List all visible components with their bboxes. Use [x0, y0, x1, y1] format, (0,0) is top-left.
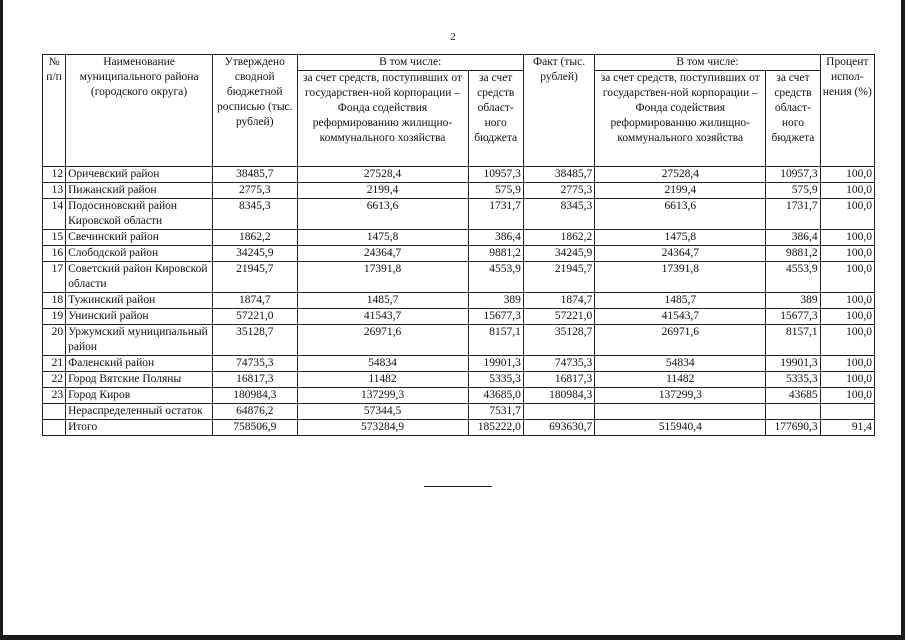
table-row — [43, 230, 875, 246]
cell-fund-approved: 1485,7 — [297, 293, 468, 309]
cell-fund-approved: 27528,4 — [297, 167, 468, 183]
table-row-total — [43, 420, 875, 436]
cell-regional-approved: 9881,2 — [468, 246, 523, 262]
cell-num: 21 — [43, 356, 66, 372]
cell-fund-fact: 41543,7 — [595, 309, 766, 325]
table-row — [43, 167, 875, 183]
cell-num — [43, 420, 66, 436]
header-regional-approved: за счет средств област-ного бюджета — [468, 71, 523, 167]
header-fund-approved: за счет средств, поступивших от государствен-ной корпорации – Фонда содействия реформированию жилищно-коммунального хозяйства — [297, 71, 468, 167]
cell-fund-fact: 1475,8 — [595, 230, 766, 246]
cell-fund-fact: 26971,6 — [595, 325, 766, 356]
cell-fund-fact: 54834 — [595, 356, 766, 372]
cell-fact: 180984,3 — [523, 388, 594, 404]
cell-fund-fact: 137299,3 — [595, 388, 766, 404]
cell-fact: 1862,2 — [523, 230, 594, 246]
cell-percent: 100,0 — [820, 325, 874, 356]
cell-name: Нераспределенный остаток — [66, 404, 213, 420]
cell-percent: 100,0 — [820, 309, 874, 325]
cell-name: Советский район Кировской области — [66, 262, 213, 293]
cell-fund-fact: 1485,7 — [595, 293, 766, 309]
cell-percent: 100,0 — [820, 246, 874, 262]
cell-approved: 64876,2 — [213, 404, 298, 420]
cell-regional-approved: 8157,1 — [468, 325, 523, 356]
cell-fund-fact: 2199,4 — [595, 183, 766, 199]
cell-fund-approved: 6613,6 — [297, 199, 468, 230]
cell-fact: 16817,3 — [523, 372, 594, 388]
cell-regional-fact: 1731,7 — [766, 199, 820, 230]
header-fact: Факт (тыс. рублей) — [523, 55, 594, 167]
cell-approved: 2775,3 — [213, 183, 298, 199]
table-row-unallocated — [43, 404, 875, 420]
cell-percent: 100,0 — [820, 167, 874, 183]
cell-fund-fact: 515940,4 — [595, 420, 766, 436]
cell-regional-fact: 5335,3 — [766, 372, 820, 388]
cell-num: 17 — [43, 262, 66, 293]
cell-regional-fact: 15677,3 — [766, 309, 820, 325]
cell-regional-approved: 10957,3 — [468, 167, 523, 183]
cell-regional-fact: 43685 — [766, 388, 820, 404]
cell-name: Унинский район — [66, 309, 213, 325]
cell-fund-fact — [595, 404, 766, 420]
cell-percent: 100,0 — [820, 388, 874, 404]
cell-name: Город Киров — [66, 388, 213, 404]
table-row — [43, 183, 875, 199]
cell-regional-fact — [766, 404, 820, 420]
scan-edge-right — [901, 0, 905, 640]
cell-fund-approved: 54834 — [297, 356, 468, 372]
scan-edge-bottom — [0, 635, 905, 640]
cell-approved: 8345,3 — [213, 199, 298, 230]
cell-fund-fact: 6613,6 — [595, 199, 766, 230]
cell-regional-approved: 43685,0 — [468, 388, 523, 404]
cell-fund-approved: 11482 — [297, 372, 468, 388]
cell-approved: 35128,7 — [213, 325, 298, 356]
header-fund-fact: за счет средств, поступивших от государствен-ной корпорации – Фонда содействия реформированию жилищно-коммунального хозяйства — [595, 71, 766, 167]
header-regional-fact: за счет средств област-ного бюджета — [766, 71, 820, 167]
cell-regional-fact: 10957,3 — [766, 167, 820, 183]
cell-fact: 34245,9 — [523, 246, 594, 262]
cell-name: Город Вятские Поляны — [66, 372, 213, 388]
cell-percent: 100,0 — [820, 230, 874, 246]
cell-fund-fact: 17391,8 — [595, 262, 766, 293]
cell-name: Итого — [66, 420, 213, 436]
cell-num — [43, 404, 66, 420]
cell-num: 19 — [43, 309, 66, 325]
cell-approved: 758506,9 — [213, 420, 298, 436]
table-row — [43, 388, 875, 404]
budget-execution-table — [42, 54, 875, 436]
cell-fund-approved: 57344,5 — [297, 404, 468, 420]
cell-regional-approved: 7531,7 — [468, 404, 523, 420]
cell-name: Тужинский район — [66, 293, 213, 309]
cell-regional-approved: 19901,3 — [468, 356, 523, 372]
table-header — [43, 55, 875, 167]
cell-fact: 35128,7 — [523, 325, 594, 356]
cell-num: 23 — [43, 388, 66, 404]
cell-fund-fact: 11482 — [595, 372, 766, 388]
cell-percent: 100,0 — [820, 372, 874, 388]
cell-num: 14 — [43, 199, 66, 230]
cell-fact — [523, 404, 594, 420]
cell-percent — [820, 404, 874, 420]
cell-fund-approved: 137299,3 — [297, 388, 468, 404]
header-included-approved: В том числе: — [297, 55, 523, 71]
cell-name: Фаленский район — [66, 356, 213, 372]
cell-regional-approved: 5335,3 — [468, 372, 523, 388]
cell-fund-fact: 24364,7 — [595, 246, 766, 262]
cell-regional-fact: 386,4 — [766, 230, 820, 246]
cell-fact: 2775,3 — [523, 183, 594, 199]
cell-approved: 34245,9 — [213, 246, 298, 262]
cell-num: 20 — [43, 325, 66, 356]
cell-fund-approved: 1475,8 — [297, 230, 468, 246]
header-included-fact: В том числе: — [595, 55, 820, 71]
cell-name: Слободской район — [66, 246, 213, 262]
cell-num: 13 — [43, 183, 66, 199]
cell-percent: 100,0 — [820, 262, 874, 293]
cell-fact: 74735,3 — [523, 356, 594, 372]
cell-fund-fact: 27528,4 — [595, 167, 766, 183]
cell-approved: 57221,0 — [213, 309, 298, 325]
header-num: № п/п — [43, 55, 66, 167]
cell-percent: 100,0 — [820, 199, 874, 230]
table-row — [43, 246, 875, 262]
cell-num: 22 — [43, 372, 66, 388]
end-of-table-rule — [424, 486, 492, 487]
cell-approved: 21945,7 — [213, 262, 298, 293]
cell-fund-approved: 41543,7 — [297, 309, 468, 325]
table-row — [43, 262, 875, 293]
header-approved: Утверждено сводной бюджетной росписью (тыс. рублей) — [213, 55, 298, 167]
cell-approved: 16817,3 — [213, 372, 298, 388]
cell-name: Свечинский район — [66, 230, 213, 246]
cell-regional-approved: 185222,0 — [468, 420, 523, 436]
table-row — [43, 356, 875, 372]
table-row — [43, 325, 875, 356]
table-row — [43, 372, 875, 388]
cell-num: 16 — [43, 246, 66, 262]
cell-fund-approved: 17391,8 — [297, 262, 468, 293]
cell-fact: 693630,7 — [523, 420, 594, 436]
cell-regional-approved: 4553,9 — [468, 262, 523, 293]
cell-regional-fact: 389 — [766, 293, 820, 309]
cell-regional-approved: 389 — [468, 293, 523, 309]
cell-fund-approved: 24364,7 — [297, 246, 468, 262]
cell-fact: 21945,7 — [523, 262, 594, 293]
cell-percent: 100,0 — [820, 356, 874, 372]
cell-approved: 1862,2 — [213, 230, 298, 246]
table-row — [43, 293, 875, 309]
cell-regional-fact: 177690,3 — [766, 420, 820, 436]
cell-fact: 57221,0 — [523, 309, 594, 325]
header-percent: Процент испол-нения (%) — [820, 55, 874, 167]
cell-regional-approved: 15677,3 — [468, 309, 523, 325]
page-number: 2 — [450, 31, 456, 43]
cell-regional-fact: 9881,2 — [766, 246, 820, 262]
cell-name: Пижанский район — [66, 183, 213, 199]
cell-approved: 74735,3 — [213, 356, 298, 372]
cell-name: Оричевский район — [66, 167, 213, 183]
cell-num: 18 — [43, 293, 66, 309]
cell-percent: 100,0 — [820, 183, 874, 199]
table-row — [43, 199, 875, 230]
cell-fact: 8345,3 — [523, 199, 594, 230]
header-name: Наименование муниципального района (городского округа) — [66, 55, 213, 167]
cell-percent: 91,4 — [820, 420, 874, 436]
cell-fact: 1874,7 — [523, 293, 594, 309]
cell-num: 12 — [43, 167, 66, 183]
cell-approved: 180984,3 — [213, 388, 298, 404]
cell-regional-approved: 386,4 — [468, 230, 523, 246]
cell-regional-fact: 4553,9 — [766, 262, 820, 293]
cell-regional-fact: 575,9 — [766, 183, 820, 199]
cell-approved: 38485,7 — [213, 167, 298, 183]
cell-regional-approved: 575,9 — [468, 183, 523, 199]
table-row — [43, 309, 875, 325]
cell-fact: 38485,7 — [523, 167, 594, 183]
cell-regional-fact: 19901,3 — [766, 356, 820, 372]
table-body — [43, 167, 875, 436]
scan-edge-left — [0, 0, 3, 640]
cell-name: Подосиновский район Кировской области — [66, 199, 213, 230]
cell-fund-approved: 26971,6 — [297, 325, 468, 356]
cell-regional-fact: 8157,1 — [766, 325, 820, 356]
cell-fund-approved: 2199,4 — [297, 183, 468, 199]
cell-approved: 1874,7 — [213, 293, 298, 309]
cell-num: 15 — [43, 230, 66, 246]
cell-percent: 100,0 — [820, 293, 874, 309]
cell-regional-approved: 1731,7 — [468, 199, 523, 230]
cell-fund-approved: 573284,9 — [297, 420, 468, 436]
cell-name: Уржумский муниципальный район — [66, 325, 213, 356]
